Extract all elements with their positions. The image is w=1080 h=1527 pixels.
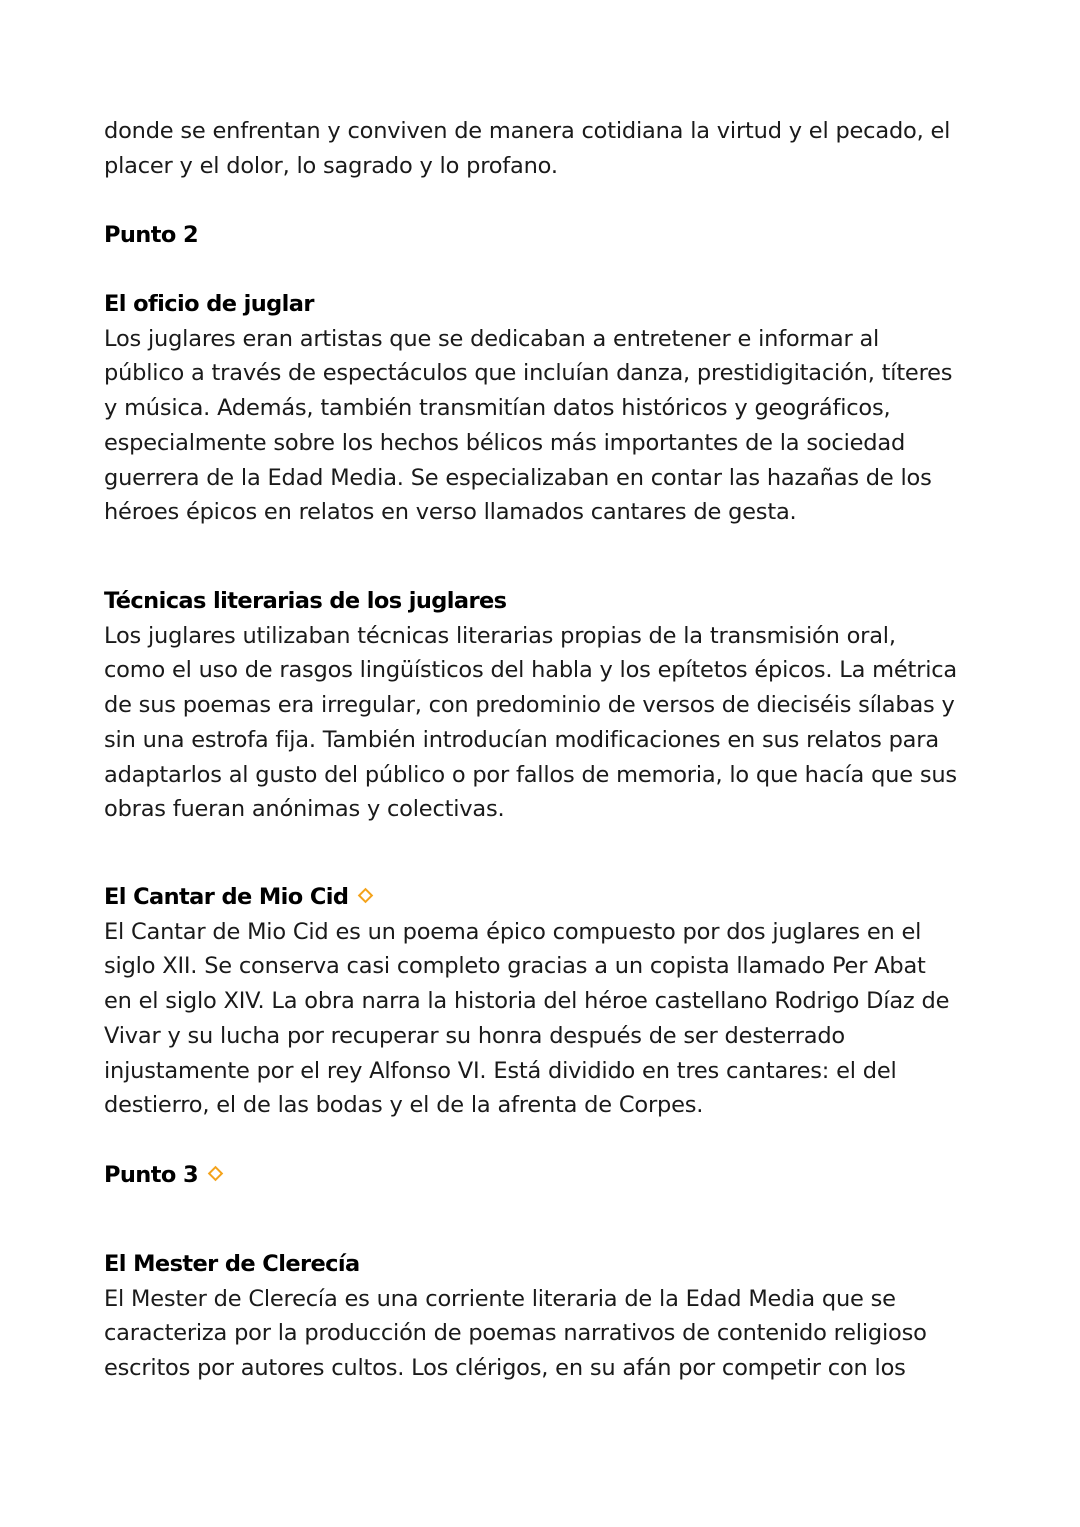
text-line: adaptarlos al gusto del público o por fallos de memoria, lo que hacía que sus	[104, 761, 957, 788]
diamond-icon	[358, 888, 374, 904]
text-line: El Mester de Clerecía es una corriente literaria de la Edad Media que se	[104, 1285, 896, 1312]
text-line: caracteriza por la producción de poemas narrativos de contenido religioso	[104, 1320, 927, 1347]
text-line: Vivar y su lucha por recuperar su honra después de ser desterrado	[104, 1022, 846, 1049]
section-title	[104, 880, 1004, 915]
heading-punto-3	[104, 1158, 1004, 1193]
text-line: héroes épicos en relatos en verso llamados cantares de gesta.	[104, 499, 797, 526]
text-line: placer y el dolor, lo sagrado y lo profano.	[104, 152, 558, 179]
text-line: siglo XII. Se conserva casi completo gracias a un copista llamado Per Abat	[104, 953, 926, 980]
text-line: en el siglo XIV. La obra narra la historia del héroe castellano Rodrigo Díaz de	[104, 988, 950, 1015]
text-line: de sus poemas era irregular, con predominio de versos de dieciséis sílabas y	[104, 692, 955, 719]
section-title: El Mester de Clerecía	[104, 1251, 360, 1277]
intro-paragraph	[104, 114, 1004, 183]
section-tecnicas	[104, 584, 1004, 827]
text-line: guerrera de la Edad Media. Se especializaban en contar las hazañas de los	[104, 464, 932, 491]
text-line: como el uso de rasgos lingüísticos del habla y los epítetos épicos. La métrica	[104, 657, 958, 684]
text-line: público a través de espectáculos que incluían danza, prestidigitación, títeres	[104, 360, 953, 387]
text-line: y música. Además, también transmitían datos históricos y geográficos,	[104, 395, 891, 422]
text-line: Los juglares eran artistas que se dedicaban a entretener e informar al	[104, 325, 880, 352]
section-clerecia	[104, 1247, 1004, 1386]
diamond-icon	[208, 1166, 224, 1182]
text-line: escritos por autores cultos. Los clérigos, en su afán por competir con los	[104, 1355, 906, 1382]
text-line: Los juglares utilizaban técnicas literarias propias de la transmisión oral,	[104, 622, 896, 649]
heading-punto-2: Punto 2	[104, 222, 199, 248]
section-title-text: El Cantar de Mio Cid	[104, 884, 349, 910]
text-line: destierro, el de las bodas y el de la afrenta de Corpes.	[104, 1092, 704, 1119]
text-line: sin una estrofa fija. También introducían modificaciones en sus relatos para	[104, 726, 939, 753]
section-title: Técnicas literarias de los juglares	[104, 588, 507, 614]
text-line: obras fueran anónimas y colectivas.	[104, 796, 505, 823]
section-juglar	[104, 287, 1004, 530]
text-line: especialmente sobre los hechos bélicos más importantes de la sociedad	[104, 429, 906, 456]
section-cid	[104, 880, 1004, 1123]
text-line: injustamente por el rey Alfonso VI. Está dividido en tres cantares: el del	[104, 1057, 897, 1084]
text-line: donde se enfrentan y conviven de manera cotidiana la virtud y el pecado, el	[104, 118, 951, 144]
section-title: El oficio de juglar	[104, 291, 314, 317]
heading-text: Punto 3	[104, 1162, 199, 1188]
text-line: El Cantar de Mio Cid es un poema épico compuesto por dos juglares en el	[104, 918, 922, 945]
